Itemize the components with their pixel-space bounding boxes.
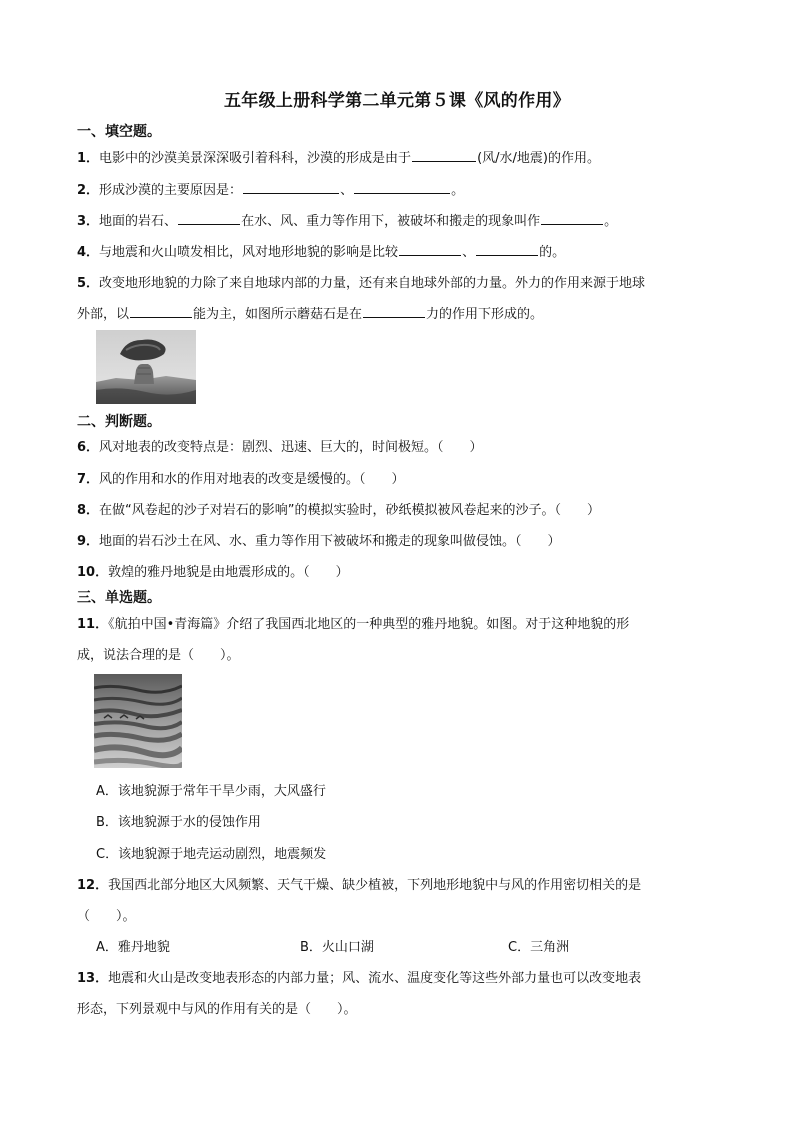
option-b[interactable]: B．火山口湖	[300, 940, 374, 955]
question-11-line-1	[77, 613, 629, 632]
option-b[interactable]: B．该地貌源于水的侵蚀作用	[96, 815, 261, 830]
option-c[interactable]: C．三角洲	[508, 940, 570, 955]
question-text: （ ）。	[77, 909, 136, 924]
question-number: 10．	[77, 565, 109, 580]
question-number: 4．	[77, 245, 100, 260]
question-5-line-2	[77, 303, 543, 322]
question-text: 外部，以	[77, 307, 130, 322]
question-text: 形成沙漠的主要原因是：	[99, 183, 243, 198]
answer-blank[interactable]	[412, 149, 476, 162]
question-text: 、	[462, 245, 476, 260]
answer-blank[interactable]	[363, 305, 425, 318]
question-text: 地面的岩石沙土在风、水、重力等作用下被破坏和搬走的现象叫做侵蚀。（ ）	[99, 534, 561, 549]
question-5-line-1	[77, 272, 645, 291]
question-text: 敦煌的雅丹地貌是由地震形成的。（ ）	[108, 565, 349, 580]
yardang-landform-photo	[94, 674, 182, 768]
question-text: 风对地表的改变特点是：剧烈、迅速、巨大的，时间极短。（ ）	[99, 440, 483, 455]
option-c[interactable]: C．该地貌源于地壳运动剧烈，地震频发	[96, 847, 327, 862]
question-4	[77, 241, 565, 260]
question-text: (风/水/地震)的作用。	[477, 151, 600, 166]
question-2	[77, 179, 464, 198]
question-text: 地面的岩石、	[99, 214, 178, 229]
question-text: 与地震和火山喷发相比，风对地形地貌的影响是比较	[99, 245, 399, 260]
answer-blank[interactable]	[476, 243, 538, 256]
question-number: 8．	[77, 503, 100, 518]
question-text: 我国西北部分地区大风频繁、天气干燥、缺少植被，下列地形地貌中与风的作用密切相关的是	[108, 878, 642, 893]
question-3	[77, 210, 617, 229]
question-text: 在水、风、重力等作用下，被破坏和搬走的现象叫作	[241, 214, 541, 229]
mushroom-rock-photo	[96, 330, 196, 404]
question-text: 风的作用和水的作用对地表的改变是缓慢的。（ ）	[99, 472, 405, 487]
question-11-line-2	[77, 644, 240, 663]
section-true-false: 二、判断题。	[77, 414, 161, 430]
question-text: 力的作用下形成的。	[426, 307, 544, 322]
answer-blank[interactable]	[399, 243, 461, 256]
answer-blank[interactable]	[541, 212, 603, 225]
question-number: 3．	[77, 214, 100, 229]
question-text: 《航拍中国•青海篇》介绍了我国西北地区的一种典型的雅丹地貌。如图。对于这种地貌的形	[108, 617, 630, 632]
question-text: 形态，下列景观中与风的作用有关的是（ ）。	[77, 1002, 357, 1017]
option-a[interactable]: A．该地貌源于常年干旱少雨，大风盛行	[96, 784, 326, 799]
question-text: 。	[451, 183, 465, 198]
question-number: 11．	[77, 617, 109, 632]
question-text: 。	[604, 214, 618, 229]
answer-blank[interactable]	[130, 305, 192, 318]
answer-blank[interactable]	[178, 212, 240, 225]
question-13-line-1	[77, 967, 641, 986]
page-title: 五年级上册科学第二单元第５课《风的作用》	[224, 91, 570, 111]
question-number: 5．	[77, 276, 100, 291]
question-text: 地震和火山是改变地表形态的内部力量；风、流水、温度变化等这些外部力量也可以改变地表	[108, 971, 642, 986]
question-12-line-1	[77, 874, 641, 893]
question-7	[77, 468, 405, 487]
question-number: 7．	[77, 472, 100, 487]
answer-blank[interactable]	[354, 181, 450, 194]
question-text: 的。	[539, 245, 566, 260]
question-text: 、	[340, 183, 354, 198]
question-text: 电影中的沙漠美景深深吸引着科科，沙漠的形成是由于	[99, 151, 412, 166]
question-number: 1．	[77, 151, 100, 166]
question-number: 13．	[77, 971, 109, 986]
question-12-line-2	[77, 905, 136, 924]
question-10	[77, 561, 349, 580]
question-number: 9．	[77, 534, 100, 549]
option-a[interactable]: A．雅丹地貌	[96, 940, 170, 955]
question-text: 改变地形地貌的力除了来自地球内部的力量，还有来自地球外部的力量。外力的作用来源于地球	[99, 276, 646, 291]
question-13-line-2	[77, 998, 357, 1017]
question-number: 2．	[77, 183, 100, 198]
question-1	[77, 147, 600, 166]
question-number: 6．	[77, 440, 100, 455]
question-8	[77, 499, 600, 518]
answer-blank[interactable]	[243, 181, 339, 194]
question-text: 能为主，如图所示蘑菇石是在	[193, 307, 363, 322]
section-single-choice: 三、单选题。	[77, 590, 161, 606]
section-fill-in: 一、填空题。	[77, 124, 161, 140]
question-text: 在做“风卷起的沙子对岩石的影响”的模拟实验时，砂纸模拟被风卷起来的沙子。（ ）	[99, 503, 601, 518]
question-6	[77, 436, 483, 455]
question-number: 12．	[77, 878, 109, 893]
question-text: 成，说法合理的是（ ）。	[77, 648, 240, 663]
question-9	[77, 530, 561, 549]
